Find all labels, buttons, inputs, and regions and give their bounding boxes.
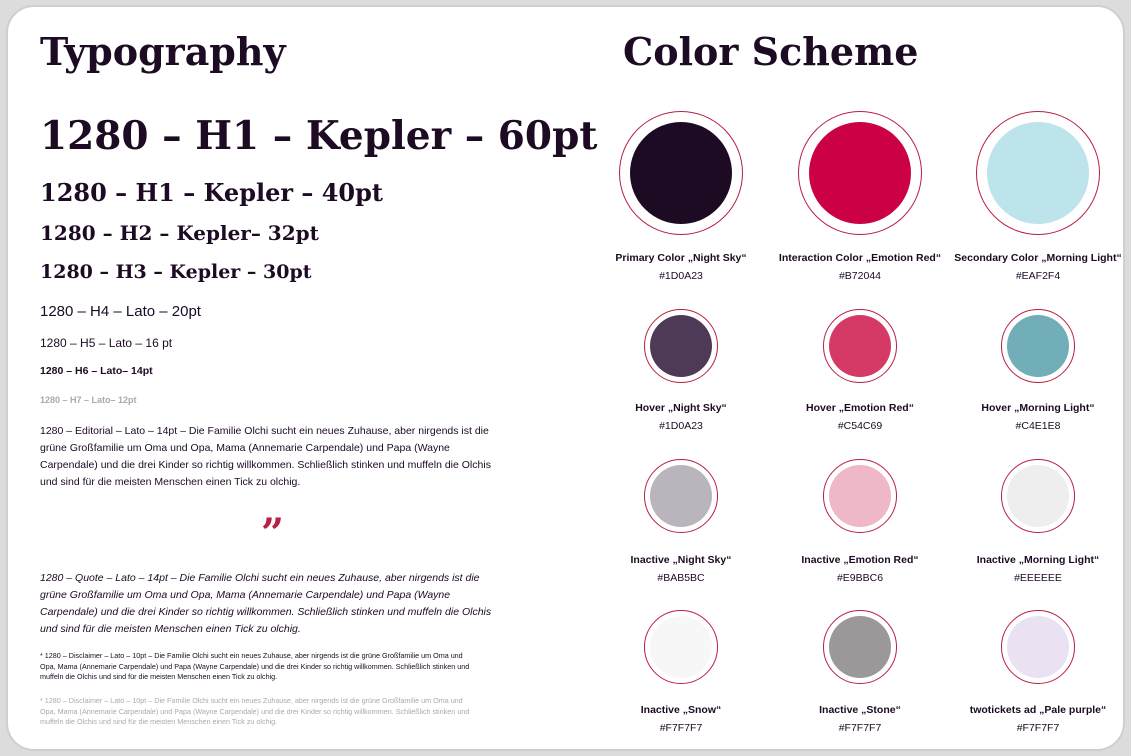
swatch-hex: #F7F7F7 [838,722,882,734]
swatch-color-circle [650,616,712,678]
color-swatch [775,309,945,432]
swatch-name: Hover „Emotion Red“ [806,402,914,414]
swatch-hex: #C4E1E8 [1015,420,1061,432]
swatch-ring [823,459,897,533]
swatch-hex: #C54C69 [837,420,883,432]
sample-disclaimer-inactive: * 1280 – Disclaimer – Lato – 10pt – Die Familie Olchi sucht ein neues Zuhause, aber nirgends ist die grüne Großfamilie um Oma und Opa, Mama (Annemarie Carpendale) und Papa (Wayne Carpendale) und die drei Kinder so richtig willkommen. Schließlich stinken und muffeln die Olchis und sind für die meisten Menschen einen Tick zu olchig. [40,696,470,726]
swatch-ring [823,309,897,383]
swatch-name: Inactive „Night Sky“ [630,554,732,566]
swatch-ring [798,111,922,235]
sample-h1-60: 1280 – H1 – Kepler – 60pt [40,113,598,159]
swatch-ring [1001,309,1075,383]
color-scheme-title: Color Scheme [623,29,919,74]
swatch-hex: #E9BBC6 [836,572,884,584]
swatch-color-circle [829,465,891,527]
color-swatch [596,610,766,734]
swatch-color-circle [829,315,891,377]
swatch-hex: #1D0A23 [659,270,703,282]
swatch-hex: #F7F7F7 [659,722,703,734]
sample-h6: 1280 – H6 – Lato– 14pt [40,365,153,377]
swatch-hex: #EEEEEE [1014,572,1062,584]
swatch-name: Inactive „Morning Light“ [976,554,1100,566]
swatch-color-circle [650,315,712,377]
swatch-ring [823,610,897,684]
sample-h4: 1280 – H4 – Lato – 20pt [40,303,201,320]
swatch-name: twotickets ad „Pale purple“ [969,704,1107,716]
swatch-name: Interaction Color „Emotion Red“ [778,252,942,264]
swatch-color-circle [809,122,911,224]
sample-h7: 1280 – H7 – Lato– 12pt [40,395,137,405]
swatch-hex: #1D0A23 [659,420,703,432]
swatch-hex: #B72044 [838,270,882,282]
swatch-name: Inactive „Emotion Red“ [801,554,919,566]
color-swatch [953,610,1123,734]
swatch-ring [644,309,718,383]
swatch-hex: #F7F7F7 [1016,722,1060,734]
swatch-ring [644,459,718,533]
swatch-name: Inactive „Stone“ [819,704,901,716]
swatch-ring [644,610,718,684]
color-swatch [775,459,945,584]
typography-title: Typography [40,29,286,74]
color-swatch [953,459,1123,584]
swatch-color-circle [630,122,732,224]
swatch-ring [1001,610,1075,684]
sample-h5: 1280 – H5 – Lato – 16 pt [40,336,173,350]
swatch-hex: #BAB5BC [657,572,705,584]
swatch-ring [1001,459,1075,533]
color-swatch [775,610,945,734]
color-swatch [596,459,766,584]
style-guide-card [6,5,1125,751]
swatch-color-circle [650,465,712,527]
sample-h3: 1280 – H3 – Kepler – 30pt [40,261,312,283]
swatch-name: Primary Color „Night Sky“ [615,252,747,264]
color-swatch [596,309,766,432]
swatch-ring [976,111,1100,235]
swatch-color-circle [1007,465,1069,527]
sample-quote: 1280 – Quote – Lato – 14pt – Die Familie Olchi sucht ein neues Zuhause, aber nirgends ist die grüne Großfamilie um Oma und Opa, Mama (Annemarie Carpendale) und Papa (Wayne Carpendale) und die drei Kinder so richtig willkommen. Schließlich stinken und muffeln die Olchis und sind für die meisten Menschen einen Tick zu olchig. [40,572,492,635]
swatch-hex: #EAF2F4 [1015,270,1061,282]
swatch-name: Inactive „Snow“ [640,704,722,716]
sample-disclaimer: * 1280 – Disclaimer – Lato – 10pt – Die Familie Olchi sucht ein neues Zuhause, aber nirgends ist die grüne Großfamilie um Oma und Opa, Mama (Annemarie Carpendale) und Papa (Wayne Carpendale) und die drei Kinder so richtig willkommen. Schließlich stinken und muffeln die Olchis und sind für die meisten Menschen einen Tick zu olchig. [40,651,470,681]
swatch-color-circle [829,616,891,678]
color-swatch [953,309,1123,432]
swatch-color-circle [1007,616,1069,678]
quote-mark-icon: ” [261,510,285,557]
sample-h2: 1280 – H2 – Kepler– 32pt [40,221,319,245]
swatch-name: Hover „Morning Light“ [981,402,1095,414]
color-swatch [596,111,766,282]
swatch-name: Hover „Night Sky“ [635,402,727,414]
color-swatch [775,111,945,282]
swatch-ring [619,111,743,235]
swatch-name: Secondary Color „Morning Light“ [954,252,1122,264]
sample-h1-40: 1280 – H1 – Kepler – 40pt [40,178,383,207]
color-swatch [953,111,1123,282]
sample-editorial: 1280 – Editorial – Lato – 14pt – Die Familie Olchi sucht ein neues Zuhause, aber nirgends ist die grüne Großfamilie um Oma und Opa, Mama (Annemarie Carpendale) und Papa (Wayne Carpendale) und die drei Kinder so richtig willkommen. Schließlich stinken und muffeln die Olchis und sind für die meisten Menschen einen Tick zu olchig. [40,425,491,488]
swatch-color-circle [987,122,1089,224]
swatch-color-circle [1007,315,1069,377]
